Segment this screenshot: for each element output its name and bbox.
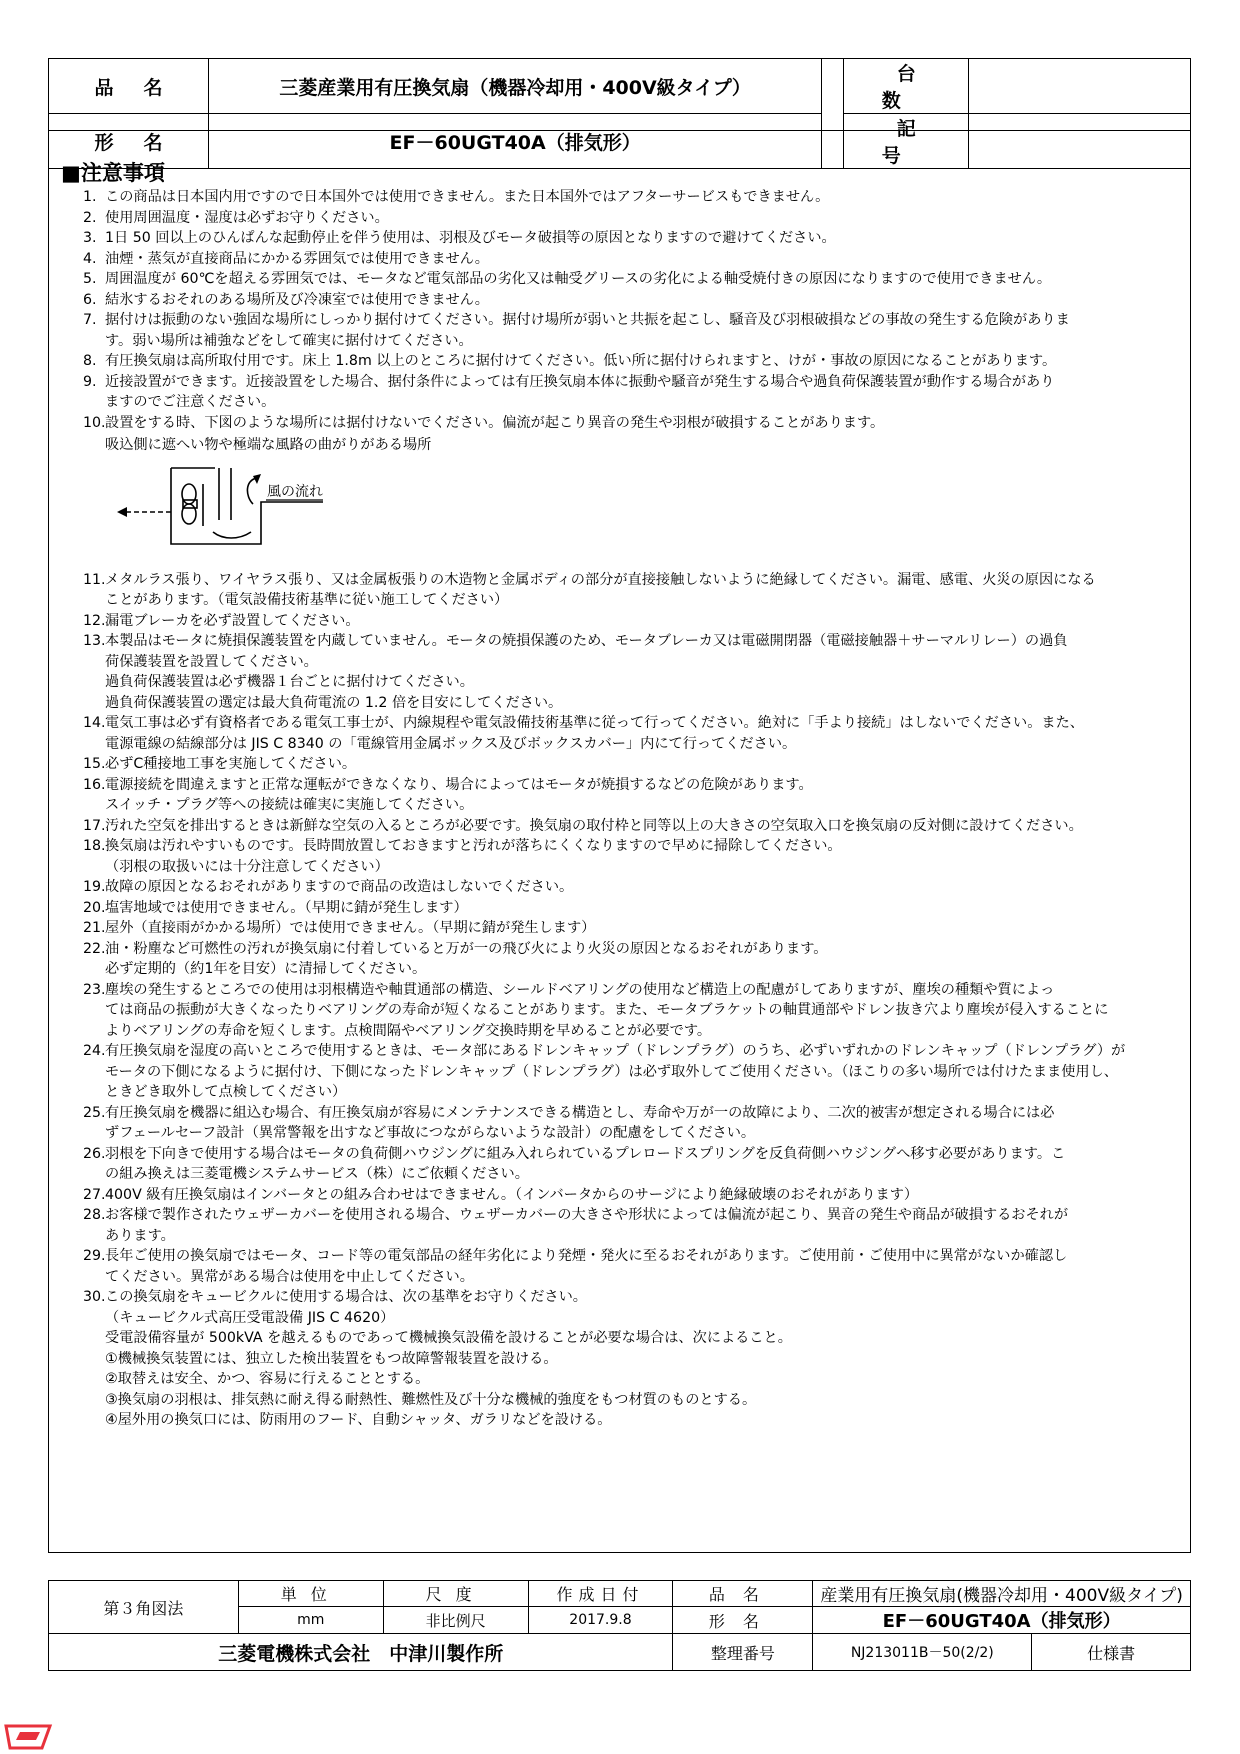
- note-text: [105, 290, 1183, 311]
- note-line: 電気工事は必ず有資格者である電気工事士が、内線規程や電気設備技術基準に従って行ってください。絶対に「手より接続」はしないでください。また、: [105, 715, 1084, 731]
- note-line: 設置をする時、下図のような場所には据付けないでください。偏流が起こり異音の発生や羽根が破損することがあります。: [105, 414, 885, 431]
- note-line: ことがあります。（電気設備技術基準に従い施工してください）: [105, 592, 509, 608]
- brand-logo-icon: [2, 1722, 60, 1752]
- note-line: ①機械換気装置には、独立した検出装置をもつ故障警報装置を設ける。: [105, 1350, 558, 1367]
- symbol-label: 記号: [844, 114, 969, 169]
- note-number: 26.: [83, 1145, 106, 1162]
- note-number: 15.: [83, 756, 106, 772]
- note-number: 28.: [83, 1207, 106, 1223]
- note-item: [83, 290, 1183, 311]
- flow-arrow-curve: [247, 478, 257, 504]
- note-line: 電源接続を間違えますと正常な運転ができなくなり、場合によってはモータが焼損するなどの危険があります。: [105, 776, 813, 793]
- note-text: [105, 351, 1183, 372]
- note-item: [83, 980, 1183, 1042]
- scale-label: 尺度: [383, 1581, 528, 1607]
- note-line: 周囲温度が 60℃を超える雰囲気では、モータなど電気部品の劣化又は軸受グリースの劣化による軸受焼付きの原因になりますので使用できません。: [105, 271, 1052, 287]
- note-number: 2.: [83, 209, 97, 226]
- note-text: [105, 631, 1183, 713]
- note-number: 22.: [83, 940, 106, 957]
- product-name-label: 品名: [49, 59, 209, 114]
- note-text: [105, 939, 1183, 980]
- note-item: [83, 775, 1183, 816]
- note-number: 1.: [83, 189, 97, 205]
- footer-model-label: 形名: [673, 1607, 813, 1634]
- exhaust-arrowhead: [117, 507, 127, 517]
- note-text: [105, 877, 1183, 898]
- note-line: ④屋外用の換気口には、防雨用のフード、自動シャッタ、ガラリなどを設ける。: [105, 1412, 612, 1428]
- fan-blade-lower: [182, 504, 196, 524]
- quantity-label: 台数: [844, 59, 969, 114]
- note-line: 有圧換気扇を湿度の高いところで使用するときは、モータ部にあるドレンキャップ（ドレンプラグ）のうち、必ずいずれかのドレンキャップ（ドレンプラグ）が: [105, 1043, 1126, 1059]
- reference-number-value: NJ213011B－50(2/2): [813, 1634, 1031, 1670]
- note-number: 9.: [83, 373, 97, 390]
- note-item: [83, 372, 1183, 413]
- note-line: お客様で製作されたウェザーカバーを使用される場合、ウェザーカバーの大きさや形状によっては偏流が起こり、異音の発生や商品が破損するおそれが: [105, 1207, 1069, 1223]
- note-number: 25.: [83, 1104, 106, 1121]
- note-number: 14.: [83, 715, 106, 731]
- date-value: 2017.9.8: [528, 1607, 673, 1634]
- projection-method: 第３角図法: [49, 1581, 239, 1634]
- diagram-caption: 吸込側に遮へい物や極端な風路の曲がりがある場所: [105, 437, 432, 453]
- note-line: 故障の原因となるおそれがありますので商品の改造はしないでください。: [105, 879, 574, 895]
- document-type: 仕様書: [1087, 1643, 1136, 1663]
- note-text: [105, 187, 1183, 208]
- note-item: [83, 816, 1183, 837]
- model-label: 形名: [49, 114, 209, 169]
- note-line: 据付けは振動のない強固な場所にしっかり据付けてください。据付け場所が弱いと共振を起こし、騒音及び羽根破損などの事故の発生する危険がありま: [105, 312, 1070, 328]
- note-line: 必ず定期的（約1年を目安）に清掃してください。: [105, 961, 427, 977]
- note-text: [105, 310, 1183, 351]
- note-item: [83, 877, 1183, 898]
- unit-label: 単位: [238, 1581, 383, 1607]
- note-line: ずフェールセーフ設計（異常警報を出すなど事故につながらないような設計）の配慮をしてください。: [105, 1125, 756, 1141]
- notes-list: [83, 187, 1183, 1431]
- note-text: [105, 816, 1183, 837]
- unit-value: mm: [238, 1607, 383, 1634]
- note-line: 塵埃の発生するところでの使用は羽根構造や軸貫通部の構造、シールドベアリングの使用など構造上の配慮がしてありますが、塵埃の種類や質によっ: [105, 981, 1055, 998]
- note-item: [83, 187, 1183, 208]
- note-text: [105, 713, 1183, 754]
- note-line: 電源電線の結線部分は JIS C 8340 の「電線管用金属ボックス及びボックスカバー」内にて行ってください。: [105, 735, 797, 752]
- notes-items-part1: [83, 187, 1183, 433]
- fan-blade-upper: [182, 484, 196, 504]
- footer-model-value: EF－60UGT40A（排気形）: [813, 1607, 1191, 1634]
- note-item: [83, 570, 1183, 611]
- company-name: 三菱電機株式会社 中津川製作所: [49, 1634, 673, 1671]
- note-text: [105, 836, 1183, 877]
- note-line: 過負荷保護装置は必ず機器１台ごとに据付けてください。: [105, 674, 474, 690]
- note-line: モータの下側になるように据付け、下側になったドレンキャップ（ドレンプラグ）は必ず取外してご使用ください。（ほこりの多い場所では付けたまま使用し、: [105, 1063, 1118, 1080]
- note-line: よりベアリングの寿命を短くします。点検間隔やベアリング交換時期を早めることが必要です。: [105, 1022, 712, 1039]
- note-text: [105, 1041, 1183, 1103]
- note-line: 屋外（直接雨がかかる場所）では使用できません。（早期に錆が発生します）: [105, 920, 596, 936]
- note-text: [105, 228, 1183, 249]
- note-line: 有圧換気扇を機器に組込む場合、有圧換気扇が容易にメンテナンスできる構造とし、寿命や万が一の故障により、二次的被害が想定される場合には必: [105, 1104, 1055, 1121]
- note-text: [105, 1246, 1183, 1287]
- note-number: 7.: [83, 312, 97, 328]
- footer-title-block: [48, 1580, 1191, 1671]
- note-number: 13.: [83, 633, 106, 649]
- footer-product-name-label: 品名: [673, 1581, 813, 1607]
- note-item: [83, 249, 1183, 270]
- note-number: 6.: [83, 291, 97, 308]
- note-item: [83, 1103, 1183, 1144]
- note-line: 結氷するおそれのある場所及び冷凍室では使用できません。: [105, 291, 489, 308]
- note-item: [83, 898, 1183, 919]
- note-item: [83, 631, 1183, 713]
- note-line: 塩害地域では使用できません。（早期に錆が発生します）: [105, 899, 468, 916]
- note-line: あります。: [105, 1227, 175, 1244]
- quantity-value: [969, 59, 1191, 114]
- note-item: [83, 1144, 1183, 1185]
- note-number: 3.: [83, 230, 97, 246]
- reference-number-label: 整理番号: [673, 1634, 813, 1671]
- note-line: この商品は日本国内用ですので日本国外では使用できません。また日本国外ではアフターサービスもできません。: [105, 189, 830, 205]
- note-text: [105, 208, 1183, 229]
- note-line: てください。異常がある場合は使用を中止してください。: [105, 1268, 474, 1285]
- header-gap: [822, 59, 844, 114]
- note-text: [105, 372, 1183, 413]
- note-line: ては商品の振動が大きくなったりベアリングの寿命が短くなることがあります。また、モータブラケットの軸貫通部やドレン抜き穴より塵埃が侵入することに: [105, 1002, 1109, 1018]
- note-number: 24.: [83, 1043, 106, 1059]
- note-text: [105, 980, 1183, 1042]
- note-line: ますのでご注意ください。: [105, 394, 276, 410]
- note-line: 必ずC種接地工事を実施してください。: [105, 756, 357, 772]
- note-item: [83, 1185, 1183, 1206]
- note-line: （キュービクル式高圧受電設備 JIS C 4620）: [105, 1309, 395, 1326]
- note-line: ③換気扇の羽根は、排気熱に耐え得る耐熱性、難燃性及び十分な機械的強度をもつ材質のものとする。: [105, 1391, 757, 1408]
- note-text: [105, 1144, 1183, 1185]
- note-line: この換気扇をキュービクルに使用する場合は、次の基準をお守りください。: [105, 1289, 587, 1305]
- note-text: [105, 898, 1183, 919]
- note-line: 1日 50 回以上のひんぱんな起動停止を伴う使用は、羽根及びモータ破損等の原因となりますので避けてください。: [105, 230, 836, 246]
- note-text: [105, 1103, 1183, 1144]
- note-item: [83, 269, 1183, 290]
- note-item: [83, 836, 1183, 877]
- note-text: [105, 775, 1183, 816]
- note-number: 12.: [83, 612, 106, 629]
- note-line: 漏電ブレーカを必ず設置してください。: [105, 612, 360, 629]
- product-name-value: 三菱産業用有圧換気扇（機器冷却用・400V級タイプ）: [208, 59, 821, 114]
- note-line: 使用周囲温度・湿度は必ずお守りください。: [105, 209, 389, 226]
- note-line: 羽根を下向きで使用する場合はモータの負荷側ハウジングに組み入れられているプレロードスプリングを反負荷側ハウジングへ移す必要があります。こ: [105, 1145, 1066, 1162]
- notes-items-part2: [83, 570, 1183, 1431]
- note-text: [105, 570, 1183, 611]
- note-text: [105, 754, 1183, 775]
- note-item: [83, 713, 1183, 754]
- note-text: [105, 918, 1183, 939]
- note-number: 19.: [83, 879, 106, 895]
- note-text: [105, 249, 1183, 270]
- note-line: スイッチ・プラグ等への接続は確実に実施してください。: [105, 797, 474, 813]
- note-item: [83, 310, 1183, 351]
- note-number: 16.: [83, 776, 106, 793]
- note-line: 汚れた空気を排出するときは新鮮な空気の入るところが必要です。換気扇の取付枠と同等以上の大きさの空気取入口を換気扇の反対側に設けてください。: [105, 817, 1083, 834]
- note-item: [83, 228, 1183, 249]
- note-number: 21.: [83, 920, 106, 936]
- note-line: 近接設置ができます。近接設置をした場合、据付条件によっては有圧換気扇本体に振動や騒音が発生する場合や過負荷保護装置が動作する場合があり: [105, 373, 1055, 390]
- note-number: 4.: [83, 250, 97, 267]
- note-text: [105, 1205, 1183, 1246]
- notes-title: ■注意事項: [61, 161, 165, 185]
- note-number: 10.: [83, 414, 106, 431]
- model-value: EF－60UGT40A（排気形）: [208, 114, 821, 169]
- wind-flow-label: 風の流れ: [267, 483, 323, 500]
- note-item: [83, 1287, 1183, 1431]
- note-item: [83, 939, 1183, 980]
- note-item: [83, 611, 1183, 632]
- note-text: [105, 1287, 1183, 1431]
- note-item: [83, 918, 1183, 939]
- note-line: 油・粉塵など可燃性の汚れが換気扇に付着していると万が一の飛び火により火災の原因となるおそれがあります。: [105, 940, 828, 957]
- note-line: ときどき取外して点検してください）: [105, 1084, 347, 1100]
- note-number: 27.: [83, 1186, 106, 1203]
- note-item: [83, 1246, 1183, 1287]
- note-number: 29.: [83, 1248, 106, 1264]
- scale-value: 非比例尺: [383, 1607, 528, 1634]
- reference-number-cell: [813, 1634, 1191, 1671]
- note-line: す。弱い場所は補強などをして確実に据付けてください。: [105, 332, 473, 349]
- note-line: ②取替えは安全、かつ、容易に行えることとする。: [105, 1371, 430, 1387]
- note-line: 有圧換気扇は高所取付用です。床上 1.8m 以上のところに据付けてください。低い所に据付けられますと、けが・事故の原因になることがあります。: [105, 353, 1057, 369]
- notes-box: [48, 130, 1191, 1553]
- note-line: 本製品はモータに焼損保護装置を内蔵していません。モータの焼損保護のため、モータブレーカ又は電磁開閉器（電磁接触器＋サーマルリレー）の過負: [105, 633, 1068, 649]
- note-line: 荷保護装置を設置してください。: [105, 653, 318, 670]
- note-number: 18.: [83, 838, 106, 854]
- note-number: 8.: [83, 353, 97, 369]
- note-line: 長年ご使用の換気扇ではモータ、コード等の電気部品の経年劣化により発煙・発火に至るおそれがあります。ご使用前・ご使用中に異常がないか確認し: [105, 1248, 1068, 1264]
- note-line: 過負荷保護装置の選定は最大負荷電流の 1.2 倍を目安にしてください。: [105, 694, 563, 711]
- note-number: 11.: [83, 571, 106, 588]
- note-text: [105, 269, 1183, 290]
- note-line: の組み換えは三菱電機システムサービス（株）にご依頼ください。: [105, 1166, 529, 1182]
- note-number: 17.: [83, 817, 106, 834]
- note-item: [83, 1041, 1183, 1103]
- note-text: [105, 611, 1183, 632]
- note-item: [83, 351, 1183, 372]
- note-line: 400V 級有圧換気扇はインバータとの組み合わせはできません。（インバータからのサージにより絶縁破壊のおそれがあります）: [105, 1186, 919, 1203]
- airflow-obstruction-diagram: [111, 462, 411, 562]
- footer-product-name-value: 産業用有圧換気扇(機器冷却用・400V級タイプ): [813, 1581, 1191, 1607]
- note-text: [105, 1185, 1183, 1206]
- note-line: メタルラス張り、ワイヤラス張り、又は金属板張りの木造物と金属ボディの部分が直接接触しないように絶縁してください。漏電、感電、火災の原因になる: [105, 571, 1096, 588]
- note-line: （羽根の取扱いには十分注意してください）: [105, 858, 389, 875]
- note-item: [83, 1205, 1183, 1246]
- flow-arrow-bottom: [213, 532, 251, 538]
- note-number: 20.: [83, 899, 106, 916]
- note-line: 換気扇は汚れやすいものです。長時間放置しておきますと汚れが落ちにくくなりますので早めに掃除してください。: [105, 838, 842, 854]
- note-item: [83, 208, 1183, 229]
- note-number: 30.: [83, 1289, 106, 1305]
- note-number: 5.: [83, 271, 97, 287]
- note-item: [83, 413, 1183, 434]
- note-number: 23.: [83, 981, 106, 998]
- note-item: [83, 754, 1183, 775]
- note-line: 受電設備容量が 500kVA を越えるものであって機械換気設備を設けることが必要な場合は、次によること。: [105, 1330, 792, 1346]
- date-label: 作成日付: [528, 1581, 673, 1607]
- note-line: 油煙・蒸気が直接商品にかかる雰囲気では使用できません。: [105, 250, 489, 267]
- note-text: [105, 413, 1183, 434]
